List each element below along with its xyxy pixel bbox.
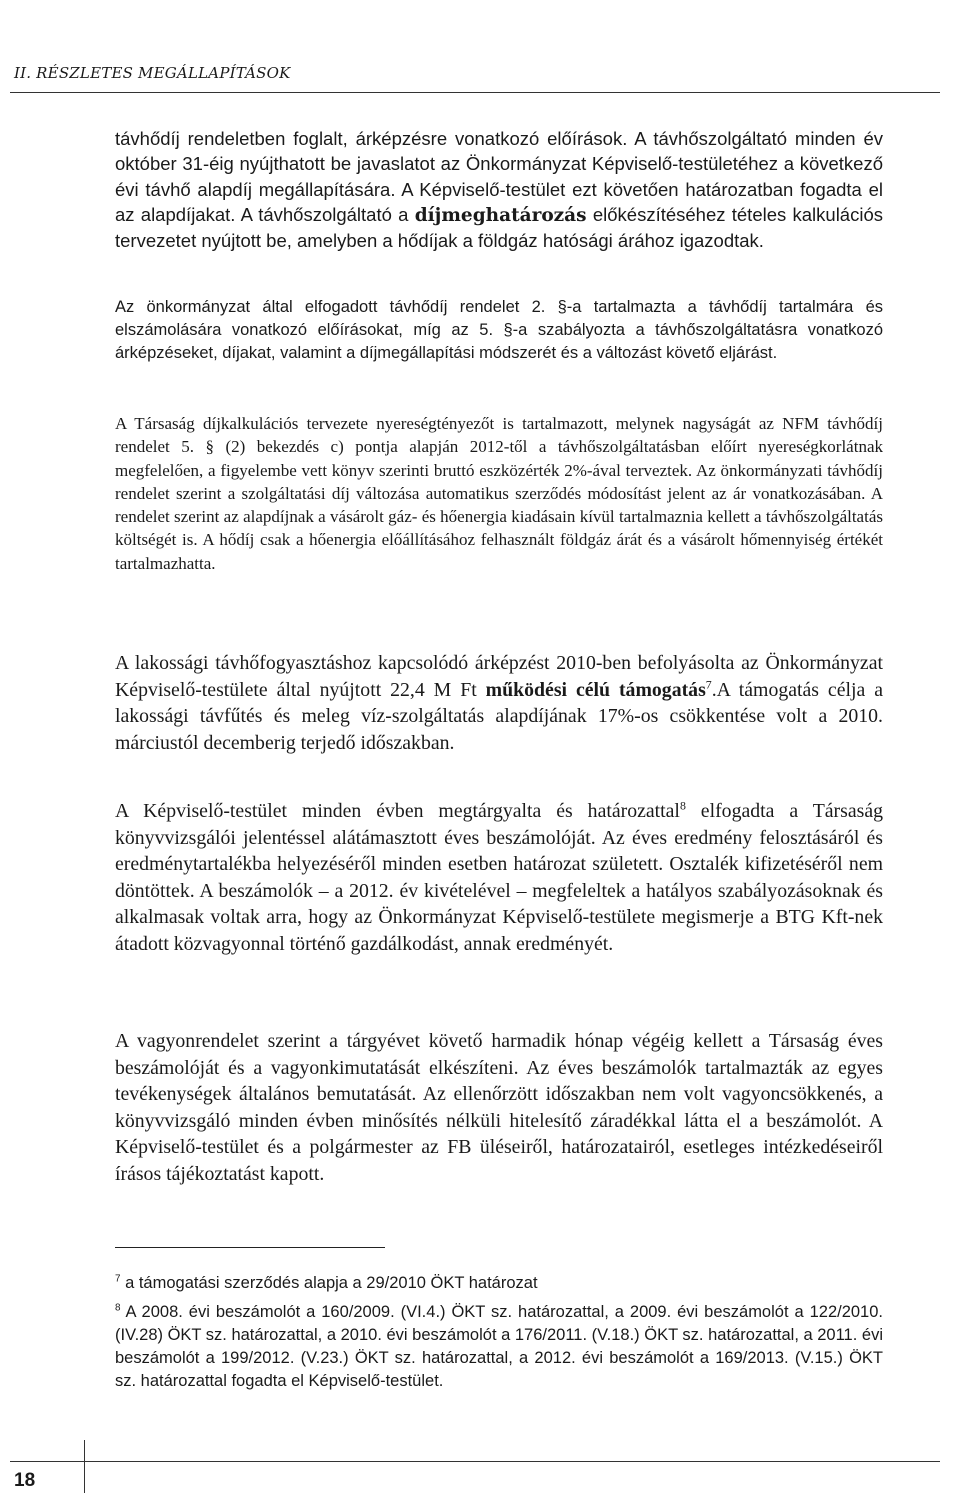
footnote-mark: 7	[115, 1273, 121, 1285]
paragraph-annual-reports	[115, 798, 883, 957]
paragraph-asset-decree	[115, 1028, 883, 1187]
footnotes	[115, 1272, 883, 1393]
paragraph-operating-subsidy	[115, 650, 883, 756]
footnote-divider	[115, 1247, 385, 1248]
page-number-separator	[84, 1440, 85, 1493]
paragraph-4: A lakossági távhőfogyasztáshoz kapcsolódó árképzést 2010-ben befolyásolta az Önkormányzat Képviselő-testülete által nyújtott 22,4 M Ft működési célú támogatás$^7$.A támogatás célja a lakossági távfűtés és meleg víz-szolgáltatás alapdíjának 17%-os csökkentése volt a 2010. márciustól decemberig terjedő időszakban.	[115, 652, 883, 754]
paragraph-decree-sections	[115, 296, 883, 366]
paragraph-3: A Társaság díjkalkulációs tervezete nyereségtényezőt is tartalmazott, melynek nagyságát az NFM távhődíj rendelet 5. § (2) bekezdés c) pontja alapján 2012-től a távhőszolgáltatásban előírt nyereségkorlátnak megfelelően, a figyelembe vett könyv szerinti bruttó eszközérték 2%-ával terveztek. Az önkormányzati távhődíj rendelet szerint a szolgáltatási díj változása automatikus szerződés módosítást jelent az ár vonatkozásában. A rendelet szerint az alapdíjnak a vásárolt gáz- és hőenergia kiadásain kívül tartalmaznia kellett a távhőszolgáltatás költségét is. A hődíj csak a hőenergia előállításához felhasznált földgáz árát és a vásárolt hőmennyiség értékét tartalmazhatta.	[115, 414, 883, 573]
paragraph-profit-factor	[115, 412, 883, 575]
footnote-7: $^7$ a támogatási szerződés alapja a 29/2010 ÖKT határozat	[115, 1273, 538, 1292]
paragraph-1: távhődíj rendeletben foglalt, árképzésre vonatkozó előírások. A távhőszolgáltató minden év október 31-éig nyújthatott be javaslatot az Önkormányzat Képviselő-testületéhez a következő évi távhő alapdíj megállapítására. A Képviselő-testület ezt követően határozatban fogadta el az alapdíjakat. A távhőszolgáltató a díjmeghatározás előkészítéséhez tételes kalkulációs tervezetet nyújtott be, amelyben a hődíjak a földgáz hatósági árához igazodtak.	[115, 128, 883, 252]
paragraph-2: Az önkormányzat által elfogadott távhődíj rendelet 2. §-a tartalmazta a távhődíj tartalmára és elszámolására vonatkozó előírásokat, míg az 5. §-a szabályozta a távhőszolgáltatásra vonatkozó árképzéseket, díjakat, valamint a díjmegállapítási módszerét és a változást követő eljárást.	[115, 298, 883, 363]
header-divider	[10, 92, 940, 93]
running-header: II. RÉSZLETES MEGÁLLAPÍTÁSOK	[14, 64, 291, 82]
bold-term-fee-setting: díjmeghatározás	[414, 204, 587, 226]
paragraph-5: A Képviselő-testület minden évben megtárgyalta és határozattal$^8$ elfogadta a Társaság könyvvizsgálói jelentéssel alátámasztott éves beszámolóját. Az éves eredmény felosztásáról és eredménytartalékba helyezéséről minden esetben határozat született. Osztalék kifizetéséről nem döntöttek. A beszámolók – a 2012. év kivételével – megfeleltek a hatályos szabályozásoknak és alkalmasak voltak arra, hogy az Önkormányzat Képviselő-testülete megismerje a BTG Kft-nek átadott közvagyonnal történő gazdálkodást, annak eredményét.	[115, 798, 883, 955]
footnote-mark: 8	[115, 1302, 121, 1314]
footnote-ref-8[interactable]: 8	[679, 798, 686, 813]
paragraph-tariff-rules	[115, 126, 883, 253]
page-number: 18	[14, 1470, 36, 1491]
footer-divider	[10, 1461, 940, 1462]
paragraph-6: A vagyonrendelet szerint a tárgyévet követő harmadik hónap végéig kellett a Társaság éves beszámolóját és a vagyonkimutatását elkészíteni. Az éves beszámolók tartalmazták az egyes tevékenységek általános bemutatását. Az ellenőrzött időszakban nem volt vagyoncsökkenés, a könyvvizsgáló minden évben minősítés nélküli hitelesítő záradékkal látta el a beszámolót. A Képviselő-testület és a polgármester az FB üléseiről, határozatairól, esetleges intézkedéseiről írásos tájékoztatást kapott.	[115, 1030, 883, 1185]
footnote-ref-7[interactable]: 7	[705, 676, 712, 691]
bold-term-subsidy: működési célú támogatás	[485, 678, 706, 701]
footnote-8: $^8$ A 2008. évi beszámolót a 160/2009. (VI.4.) ÖKT sz. határozattal, a 2009. évi beszámolót a 122/2010. (IV.28) ÖKT sz. határozattal, a 2010. évi beszámolót a 176/2011. (V.18.) ÖKT sz. határozattal, a 2011. évi beszámolót a 199/2012. (V.23.) ÖKT sz. határozattal, a 2012. évi beszámolót a 169/2013. (V.15.) ÖKT sz. határozattal fogadta el Képviselő-testület.	[115, 1302, 883, 1390]
